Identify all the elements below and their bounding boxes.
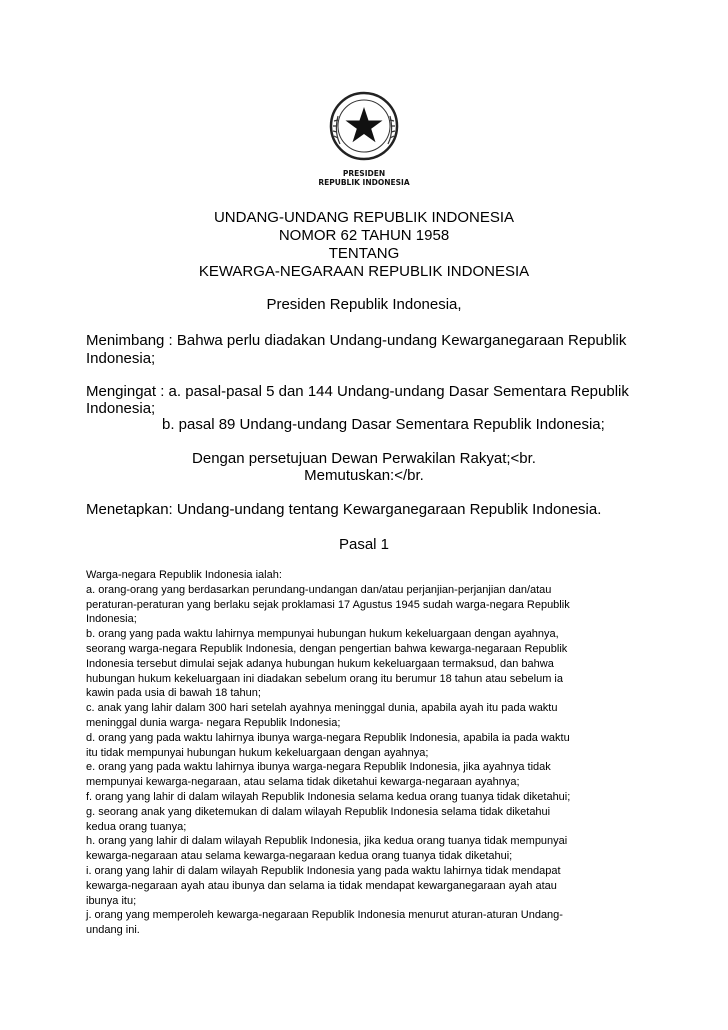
mengingat-line-3: b. pasal 89 Undang-undang Dasar Sementara Republik Indonesia; [162, 416, 605, 433]
pasal-line: b. orang yang pada waktu lahirnya mempunyai hubungan hukum kekeluargaan dengan ayahnya, [86, 628, 559, 641]
pasal-line: e. orang yang pada waktu lahirnya ibunya warga-negara Republik Indonesia, jika ayahnya tidak [86, 761, 551, 774]
pasal-line: peraturan-peraturan yang berlaku sejak proklamasi 17 Agustus 1945 sudah warga-negara Republik [86, 598, 570, 611]
menimbang-line-1: Menimbang : Bahwa perlu diadakan Undang-undang Kewarganegaraan Republik [86, 332, 627, 349]
pasal-title: Pasal 1 [338, 536, 390, 553]
pasal-line: hubungan hukum kekeluargaan ini diadakan sebelum orang itu berumur 18 tahun atau sebelum ia [86, 672, 563, 685]
pasal-line: i. orang yang lahir di dalam wilayah Republik Indonesia yang pada waktu lahirnya tidak mendapat [86, 865, 561, 877]
pasal-line: kawin pada usia di bawah 18 tahun; [86, 687, 261, 700]
pasal-line: c. anak yang lahir dalam 300 hari setelah ayahnya meninggal dunia, apabila ayah itu pada waktu [86, 702, 558, 715]
pasal-line: a. orang-orang yang berdasarkan perundang-undangan dan/atau perjanjian-perjanjian dan/atau [86, 583, 552, 596]
menetapkan-line: Menetapkan: Undang-undang tentang Kewarganegaraan Republik Indonesia. [86, 501, 602, 518]
president-line: Presiden Republik Indonesia, [266, 296, 462, 313]
law-title-line-2: NOMOR 62 TAHUN 1958 [278, 227, 450, 244]
pasal-line: itu tidak mempunyai hubungan hukum kekeluargaan dengan ayahnya; [86, 746, 429, 759]
law-title-line-4: KEWARGA-NEGARAAN REPUBLIK INDONESIA [198, 263, 530, 280]
persetujuan-line-2: Memutuskan:</br. [304, 467, 424, 484]
pasal-line: f. orang yang lahir di dalam wilayah Republik Indonesia selama kedua orang tuanya tidak diketahui; [86, 791, 571, 803]
pasal-line: d. orang yang pada waktu lahirnya ibunya warga-negara Republik Indonesia, apabila ia pada waktu [86, 731, 570, 744]
mengingat-line-1: Mengingat : a. pasal-pasal 5 dan 144 Undang-undang Dasar Sementara Republik [86, 383, 629, 400]
pasal-line: g. seorang anak yang diketemukan di dalam wilayah Republik Indonesia selama tidak diketahui [86, 805, 551, 818]
persetujuan-line-1: Dengan persetujuan Dewan Perwakilan Rakyat;<br. [192, 450, 536, 467]
pasal-line: kewarga-negaraan ayah atau ibunya dan selama ia tidak mendapat kewarganegaraan ayah atau [86, 879, 557, 892]
pasal-line: seorang warga-negara Republik Indonesia, dengan pengertian bahwa kewarga-negaraan Republik [86, 643, 568, 655]
pasal-line: Indonesia; [86, 613, 137, 626]
pasal-line: kedua orang tuanya; [86, 820, 187, 833]
law-title-line-1: UNDANG-UNDANG REPUBLIK INDONESIA [213, 209, 515, 226]
pasal-line: j. orang yang memperoleh kewarga-negaraan Republik Indonesia menurut aturan-aturan Undang- [86, 909, 563, 922]
pasal-line: ibunya itu; [86, 894, 137, 907]
law-title-line-3: TENTANG [328, 245, 400, 262]
mengingat-line-2: Indonesia; [86, 400, 156, 417]
presidential-seal-emblem [310, 88, 418, 190]
seal-caption-1: PRESIDEN [342, 169, 386, 178]
pasal-line: Warga-negara Republik Indonesia ialah: [86, 569, 282, 581]
menimbang-line-2: Indonesia; [86, 350, 156, 367]
pasal-line: kewarga-negaraan atau selama kewarga-negaraan kedua orang tuanya tidak diketahui; [86, 850, 513, 863]
pasal-line: h. orang yang lahir di dalam wilayah Republik Indonesia, jika kedua orang tuanya tidak mempunyai [86, 835, 568, 848]
seal-caption-2: REPUBLIK INDONESIA [318, 178, 410, 187]
pasal-line: meninggal dunia warga- negara Republik Indonesia; [86, 717, 341, 729]
pasal-line: Indonesia tersebut dimulai sejak adanya hubungan hukum kekeluargaan termaksud, dan bahwa [86, 657, 554, 670]
star-icon [346, 107, 383, 142]
pasal-line: undang ini. [86, 924, 140, 937]
pasal-line: mempunyai kewarga-negaraan, atau selama tidak diketahui kewarga-negaraan ayahnya; [86, 776, 520, 789]
